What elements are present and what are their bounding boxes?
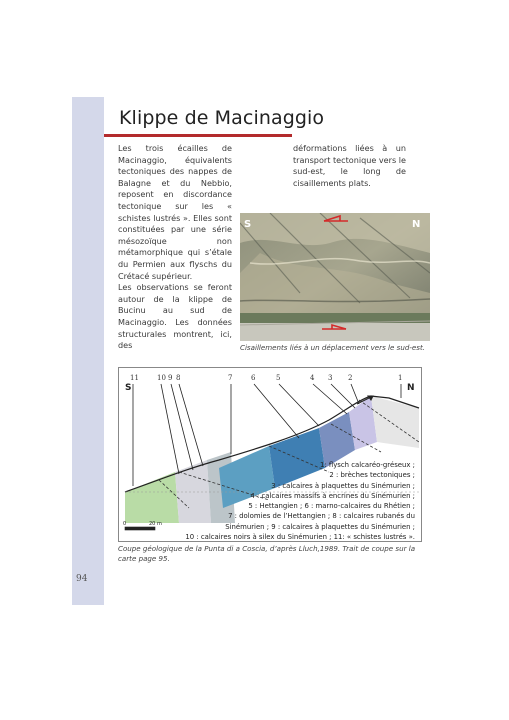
legend-line: 7 : dolomies de l’Hettangien ; 8 : calcaires rubanés du xyxy=(228,512,415,521)
legend-line: 4 : calcaires massifs à encrines du Sinémurien ; xyxy=(250,491,415,500)
marker-10: 10 xyxy=(157,374,166,382)
marker-6: 6 xyxy=(251,374,256,382)
marker-4: 4 xyxy=(310,374,315,382)
section-legend xyxy=(145,460,415,542)
text-column-right xyxy=(293,143,406,189)
legend-line: 10 : calcaires noirs à silex du Sinémurien ; 11: « schistes lustrés ». xyxy=(185,533,415,542)
photo-caption: Cisaillements liés à un déplacement vers le sud-est. xyxy=(240,343,425,352)
marker-1: 1 xyxy=(398,374,403,382)
marker-11: 11 xyxy=(130,374,139,382)
photo-label-n: N xyxy=(412,219,421,230)
marker-8: 8 xyxy=(176,374,181,382)
paragraph: déformations liées à un transport tectonique vers le sud-est, le long de cisaillements plats. xyxy=(293,143,407,188)
section-orient-s: S xyxy=(125,383,132,393)
page-title: Klippe de Macinaggio xyxy=(119,107,325,129)
title-underline xyxy=(104,134,292,137)
marker-2: 2 xyxy=(348,374,353,382)
legend-line: 1: flysch calcaréo-gréseux ; xyxy=(319,461,415,469)
margin-sidebar xyxy=(72,97,104,605)
outcrop-photo xyxy=(240,213,430,341)
page-number: 94 xyxy=(76,574,88,584)
text-column-left xyxy=(118,143,232,352)
legend-line: 2 : brèches tectoniques ; xyxy=(329,471,415,480)
marker-9: 9 xyxy=(168,374,173,382)
geologic-cross-section xyxy=(118,367,422,542)
paragraph: Les observations se feront autour de la klippe de Bucinu au sud de Macinaggio. Les données structurales montrent, ici, des xyxy=(118,282,232,351)
marker-5: 5 xyxy=(276,374,281,382)
marker-3: 3 xyxy=(328,374,333,382)
photo-label-s: S xyxy=(244,219,252,230)
paragraph: Les trois écailles de Macinaggio, équivalents tectoniques des nappes de Balagne et du Nebbio, reposent en discordance tectonique sur les « schistes lustrés ». Elles sont constituées par une série mésozoïque non métamorphique qui s’étale du Permien aux flyschs du Crétacé supérieur. xyxy=(118,143,232,281)
marker-7: 7 xyxy=(228,374,233,382)
scale-zero: 0 xyxy=(123,521,127,527)
section-caption: Coupe géologique de la Punta di a Coscia, d’après Lluch,1989. Trait de coupe sur la carte page 95. xyxy=(118,544,416,563)
scale-distance: 20 m xyxy=(149,521,162,527)
section-orient-n: N xyxy=(407,383,415,393)
legend-line: 5 : Hettangien ; 6 : marno-calcaires du Rhétien ; xyxy=(248,502,415,511)
legend-line: 3 : calcaires à plaquettes du Sinémurien ; xyxy=(271,481,415,490)
legend-line: Sinémurien ; 9 : calcaires à plaquettes du Sinémurien ; xyxy=(225,522,415,531)
